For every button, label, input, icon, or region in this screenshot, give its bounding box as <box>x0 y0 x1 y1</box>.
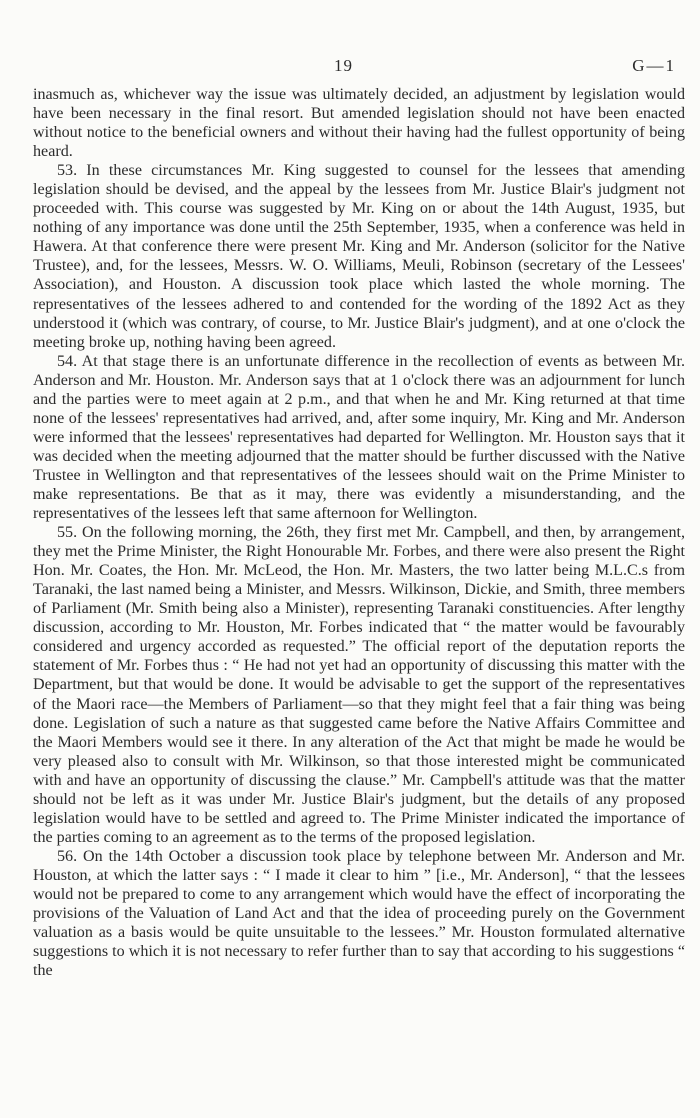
paragraph-53: 53. In these circumstances Mr. King suggested to counsel for the lessees that amending legislation should be devised, and the appeal by the lessees from Mr. Justice Blair's judgment not proceeded with. This course was suggested by Mr. King on or about the 14th August, 1935, but nothing of any importance was done until the 25th September, 1935, when a conference was held in Hawera. At that conference there were present Mr. King and Mr. Anderson (solicitor for the Native Trustee), and, for the lessees, Messrs. W. O. Williams, Meuli, Robinson (secretary of the Lessees' Association), and Houston. A discussion took place which lasted the whole morning. The representatives of the lessees adhered to and contended for the wording of the 1892 Act as they understood it (which was contrary, of course, to Mr. Justice Blair's judgment), and at one o'clock the meeting broke up, nothing having been agreed. <box>33 162 685 351</box>
page-body <box>33 85 685 980</box>
page-header <box>0 56 700 78</box>
paragraph-55: 55. On the following morning, the 26th, they first met Mr. Campbell, and then, by arrangement, they met the Prime Minister, the Right Honourable Mr. Forbes, and there were also present the Right Hon. Mr. Coates, the Hon. Mr. McLeod, the Hon. Mr. Masters, the two latter being M.L.C.s from Taranaki, the last named being a Minister, and Messrs. Wilkinson, Dickie, and Smith, three members of Parliament (Mr. Smith being also a Minister), representing Taranaki constituencies. After lengthy discussion, according to Mr. Houston, Mr. Forbes indicated that “ the matter would be favourably considered and urgency accorded as requested.” The official report of the deputation reports the statement of Mr. Forbes thus : “ He had not yet had an opportunity of discussing this matter with the Department, but that would be done. It would be advisable to get the support of the representatives of the Maori race—the Members of Parliament—so that they might feel that a fair thing was being done. Legislation of such a nature as that suggested came before the Native Affairs Committee and the Maori Members would see it there. In any alteration of the Act that might be made he would be very pleased also to consult with Mr. Wilkinson, so that those interested might be communicated with and have an opportunity of discussing the clause.” Mr. Campbell's attitude was that the matter should not be left as it was under Mr. Justice Blair's judgment, but the details of any proposed legislation would have to be settled and agreed to. The Prime Minister indicated the importance of the parties coming to an agreement as to the terms of the proposed legislation. <box>33 524 685 846</box>
document-reference: G—1 <box>632 56 676 75</box>
paragraph-56: 56. On the 14th October a discussion took place by telephone between Mr. Anderson and Mr. Houston, at which the latter says : “ I made it clear to him ” [i.e., Mr. Anderson], “ that the lessees would not be prepared to come to any arrangement which would have the effect of incorporating the provisions of the Valuation of Land Act and that the idea of proceeding purely on the Government valuation as a basis would be quite unsuitable to the lessees.” Mr. Houston formulated alternative suggestions to which it is not necessary to refer further than to say that according to his suggestions “ the <box>33 847 685 980</box>
paragraph-continued: inasmuch as, whichever way the issue was ultimately decided, an adjustment by legislation would have been necessary in the final resort. But amended legislation should not have been enacted without notice to the beneficial owners and without their having had the fullest opportunity of being heard. <box>33 86 685 161</box>
page-number: 19 <box>334 56 353 75</box>
paragraph-54: 54. At that stage there is an unfortunate difference in the recollection of events as between Mr. Anderson and Mr. Houston. Mr. Anderson says that at 1 o'clock there was an adjournment for lunch and the parties were to meet again at 2 p.m., and that when he and Mr. King returned at that time none of the lessees' representatives had arrived, and, after some inquiry, Mr. King and Mr. Anderson were informed that the lessees' representatives had departed for Wellington. Mr. Houston says that it was decided when the meeting adjourned that the matter should be further discussed with the Native Trustee in Wellington and that representatives of the lessees should wait on the Prime Minister to make representations. Be that as it may, there was evidently a misunderstanding, and the representatives of the lessees left that same afternoon for Wellington. <box>33 352 685 523</box>
